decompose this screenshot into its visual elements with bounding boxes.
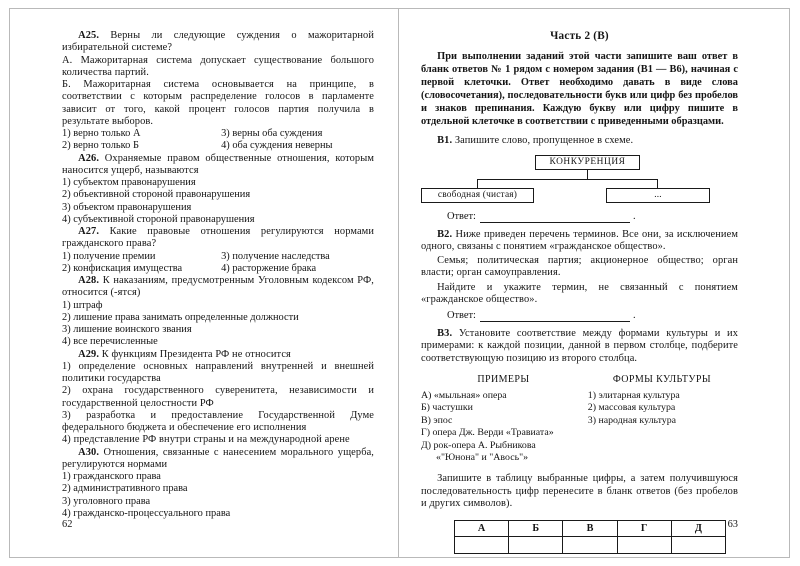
b3-example-g: Г) опера Дж. Верди «Травиата» <box>421 427 554 439</box>
a27-option-4: 4) расторжение брака <box>221 262 317 274</box>
a27-option-3: 3) получение наследства <box>221 250 330 262</box>
a30-number: A30. <box>78 446 100 458</box>
a25-option-4: 4) оба суждения неверны <box>221 140 333 152</box>
a27-options-row-1 <box>62 251 374 263</box>
a27-option-2: 2) конфискация имущества <box>62 262 183 274</box>
b3-example-d: Д) рок-опера А. Рыбникова <box>421 439 536 451</box>
a30-stem-text: Отношения, связанные с нанесением морального ущерба, регулируются нормами <box>62 446 375 470</box>
b3-answer-cell-b[interactable] <box>509 537 563 554</box>
b3-answer-table <box>454 520 726 554</box>
b3-form-1: 1) элитарная культура <box>587 389 680 401</box>
a30-option-1: 1) гражданского права <box>62 471 161 482</box>
question-a29 <box>62 349 374 447</box>
b2-number: В2. <box>437 228 453 240</box>
question-a25 <box>62 30 374 153</box>
schema-connector-horizontal <box>477 179 658 180</box>
page-number-left: 62 <box>62 519 73 530</box>
schema-connector-vertical-right <box>657 179 658 188</box>
schema-right-box: ... <box>606 188 710 203</box>
schema-top-box: КОНКУРЕНЦИЯ <box>535 155 640 170</box>
b3-footer-instructions: Запишите в таблицу выбранные цифры, а затем получившуюся последовательность цифр перенесите в бланк ответов (без пробелов и других символов). <box>421 473 738 509</box>
page-number-right: 63 <box>727 519 738 530</box>
a25-statement-b: Б. Мажоритарная система основывается на принципе, в соответствии с которым распределение голосов в парламенте зависит от того, какой процент голосов партия получила в результате выборов. <box>62 79 374 127</box>
a25-options-row-1 <box>62 128 374 140</box>
a27-stem-text: Какие правовые отношения регулируются нормами гражданского права? <box>62 226 375 250</box>
b3-example-b: Б) частушки <box>421 402 473 414</box>
b1-stem-text: Запишите слово, пропущенное в схеме. <box>454 135 634 147</box>
b1-number: В1. <box>437 135 453 147</box>
question-a26 <box>62 153 374 227</box>
b3-example-v: В) эпос <box>421 414 453 426</box>
a30-stem <box>62 447 374 472</box>
b3-header-forms: ФОРМЫ КУЛЬТУРЫ <box>612 373 711 385</box>
a25-number: A25. <box>78 30 100 41</box>
schema-connector-vertical-left <box>477 179 478 188</box>
part-title: Часть 2 (В) <box>550 30 609 42</box>
a30-option-2: 2) административного права <box>62 483 188 495</box>
a29-option-1: 1) определение основных направлений внутренней и внешней политики государства <box>62 360 374 384</box>
a26-stem <box>62 153 374 178</box>
a27-number: A27. <box>78 226 100 237</box>
b1-answer-period: . <box>632 210 636 222</box>
b3-answer-header-b: Б <box>509 521 563 537</box>
question-b2 <box>421 229 738 323</box>
schema-left-box: свободная (чистая) <box>421 188 534 203</box>
b3-stem-text: Установите соответствие между формами культуры и их примерами: к каждой позиции, данной в первом столбце, подберите соответствующую позицию из второго столбца. <box>421 328 738 364</box>
a25-statement-a: А. Мажоритарная система допускает существование большого количества партий. <box>62 54 374 78</box>
b3-example-d-continuation: «"Юнона" и "Авось"» <box>436 451 529 463</box>
question-b3 <box>421 328 738 554</box>
b1-schema-diagram <box>421 155 738 207</box>
question-b1 <box>421 135 738 222</box>
b2-answer-blank[interactable] <box>480 312 630 322</box>
b2-answer-label: Ответ: <box>447 310 476 322</box>
a25-options-row-2 <box>62 140 374 152</box>
a25-stem-text: Верны ли следующие суждения о мажоритарной избирательной системе? <box>62 30 375 54</box>
b3-answer-table-header-row <box>455 521 726 537</box>
a28-option-1: 1) штраф <box>62 299 103 311</box>
a26-option-4: 4) субъективной стороной правонарушения <box>62 213 255 225</box>
part-instructions: При выполнении заданий этой части запишите ваш ответ в бланк ответов № 1 рядом с номером задания (В1 — В6), начиная с первой клеточки. Ответ необходимо давать в виде слова (словосочетания), последовательности букв или цифр без пробелов и знаков препинания. Каждую букву или цифру пишите в отдельной клеточке в соответствии с приведенными образцами. <box>421 51 738 127</box>
a29-number: A29. <box>78 348 100 360</box>
a28-option-2: 2) лишение права занимать определенные должности <box>62 311 299 323</box>
question-a28 <box>62 275 374 349</box>
a29-stem <box>62 349 374 361</box>
a25-option-2: 2) верно только Б <box>62 140 139 152</box>
a26-option-1: 1) субъектом правонарушения <box>62 177 196 188</box>
a28-stem <box>62 275 374 300</box>
b1-stem <box>421 135 738 147</box>
b3-example-a: А) «мыльная» опера <box>421 389 507 401</box>
a26-option-2: 2) объективной стороной правонарушения <box>62 189 251 201</box>
question-a30 <box>62 447 374 521</box>
b2-answer-period: . <box>632 310 636 322</box>
a28-option-4: 4) все перечисленные <box>62 336 158 348</box>
b3-form-2: 2) массовая культура <box>587 402 676 414</box>
b3-answer-header-v: В <box>563 521 617 537</box>
a29-stem-text: К функциям Президента РФ не относится <box>101 348 291 360</box>
b1-answer-row <box>421 210 738 223</box>
schema-connector-vertical-top <box>587 170 588 179</box>
question-a27 <box>62 226 374 275</box>
a28-number: A28. <box>78 275 100 286</box>
a26-number: A26. <box>78 152 100 164</box>
a27-stem <box>62 226 374 251</box>
b3-examples-column <box>421 390 584 464</box>
b3-answer-header-g: Г <box>617 521 671 537</box>
b3-answer-cell-d[interactable] <box>671 537 725 554</box>
b3-number: В3. <box>437 328 453 340</box>
a27-options-row-2 <box>62 263 374 275</box>
b3-answer-cell-g[interactable] <box>617 537 671 554</box>
a29-option-3: 3) разработка и предоставление Государственной Думе федерального бюджета и обеспечение его исполнения <box>62 409 374 433</box>
a25-option-1: 1) верно только А <box>62 128 141 139</box>
b3-header-examples: ПРИМЕРЫ <box>477 373 530 385</box>
b2-stem <box>421 229 738 254</box>
b3-answer-cell-v[interactable] <box>563 537 617 554</box>
b3-answer-cell-a[interactable] <box>455 537 509 554</box>
a25-stem <box>62 30 374 55</box>
a26-option-3: 3) объектом правонарушения <box>62 201 192 213</box>
b3-stem <box>421 328 738 365</box>
left-book-page <box>10 8 398 558</box>
b3-forms-column <box>584 390 738 464</box>
a28-stem-text: К наказаниям, предусмотренным Уголовным кодексом РФ, относится (-ятся) <box>62 275 374 299</box>
b2-answer-row <box>421 309 738 322</box>
a29-option-2: 2) охрана государственного суверенитета, независимости и государственной целостности РФ <box>62 385 374 409</box>
a25-option-3: 3) верны оба суждения <box>221 128 323 139</box>
right-book-page <box>399 8 790 558</box>
a28-option-3: 3) лишение воинского звания <box>62 324 192 335</box>
a27-option-1: 1) получение премии <box>62 250 156 262</box>
b2-terms: Семья; политическая партия; акционерное общество; орган власти; орган самоуправления. <box>421 255 738 279</box>
b3-form-3: 3) народная культура <box>587 414 677 426</box>
a26-stem-text: Охраняемые правом общественные отношения, которым наносится ущерб, называются <box>62 152 374 176</box>
b3-matching-lists <box>421 390 738 464</box>
b3-answer-table-value-row <box>455 537 726 554</box>
b3-answer-header-d: Д <box>671 521 725 537</box>
b1-answer-blank[interactable] <box>480 213 630 223</box>
a30-option-4: 4) гражданско-процессуального права <box>62 507 231 519</box>
b1-answer-label: Ответ: <box>447 210 476 222</box>
b2-task: Найдите и укажите термин, не связанный с понятием «гражданское общество». <box>421 281 738 305</box>
b3-column-headers <box>421 374 738 385</box>
b3-answer-header-a: А <box>455 521 509 537</box>
b2-stem-text: Ниже приведен перечень терминов. Все они, за исключением одного, связаны с понятием «гражданское общество». <box>421 228 738 252</box>
a30-option-3: 3) уголовного права <box>62 495 151 507</box>
a29-option-4: 4) представление РФ внутри страны и на международной арене <box>62 434 350 446</box>
